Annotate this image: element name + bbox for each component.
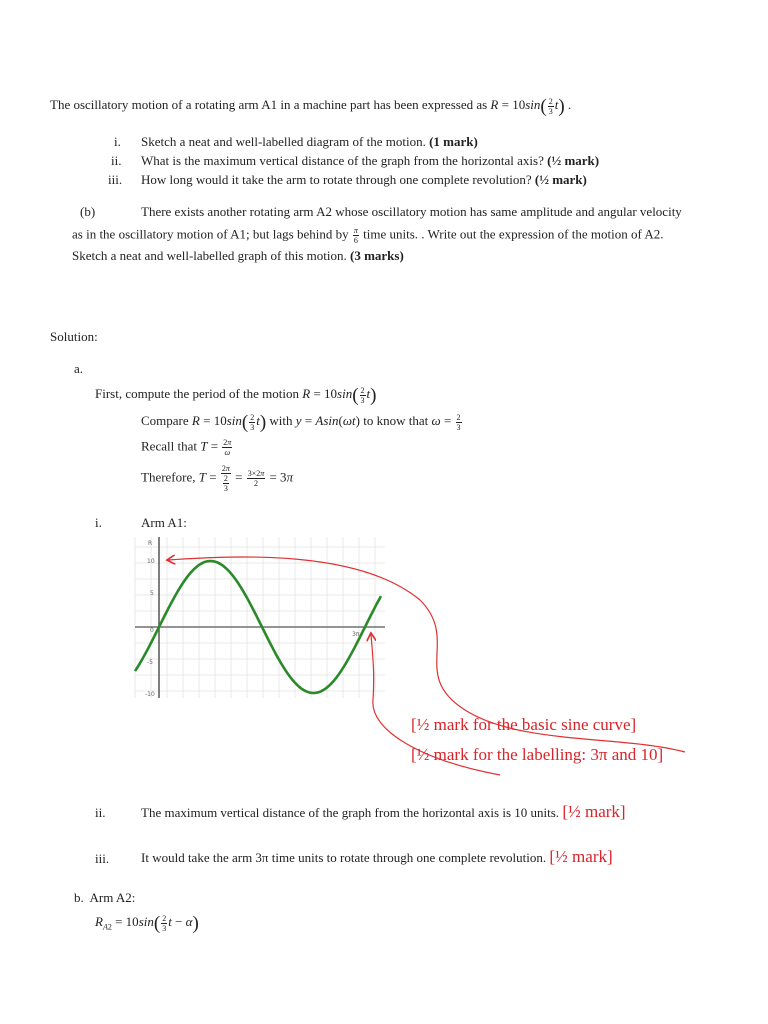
r-axis-label: R — [148, 540, 153, 547]
solution-b-formula: $R_{A2} = 10\sin$( $\frac{2}{3}$ t − α) — [95, 913, 199, 934]
solution-heading: Solution: — [50, 329, 98, 344]
y-tick-neg5: -5 — [147, 659, 153, 666]
y-tick-5: 5 — [150, 590, 154, 597]
annotation-basic-curve: [½ mark for the basic sine curve] — [411, 715, 637, 734]
part-b-line2: as in the oscillatory motion of A1; but lags behind by $\frac{\pi}{6}$ time units. . Write out the expression of the motion of A2. — [72, 226, 664, 245]
solution-iii-text: It would take the arm 3π time units to rotate through one complete revolution. [½ mark] — [141, 847, 613, 866]
solution-recall: Recall that T = $\frac{2\pi}{\omega}$ — [141, 438, 232, 457]
solution-a-label: a. — [74, 361, 84, 376]
solution-therefore: Therefore, T = $\frac{2\pi}{\frac{2}{3}}$ = $\frac{3\times 2\pi}{2}$ = 3π — [141, 464, 294, 493]
y-tick-10: 10 — [147, 558, 155, 565]
solution-compare: Compare R = 10sin( $\frac{2}{3}$ t) with y = Asin(ωt) to know that ω = $\frac{2}{3}$ — [141, 412, 461, 433]
solution-first-line: First, compute the period of the motion R = 10sin( $\frac{2}{3}$ t) — [95, 385, 377, 406]
solution-i-label: i. — [95, 515, 102, 530]
part-b-line1: There exists another rotating arm A2 whose oscillatory motion has same amplitude and angular velocity — [141, 204, 682, 219]
solution-iii-label: iii. — [95, 851, 110, 866]
solution-b-heading: b. Arm A2: — [74, 890, 136, 905]
arm-a1-title: Arm A1: — [141, 515, 187, 530]
x-tick-3pi: 3π — [352, 631, 360, 638]
sine-curve — [135, 561, 381, 693]
y-tick-neg10: -10 — [145, 691, 155, 698]
part-b-label: (b) — [80, 204, 96, 219]
solution-ii-label: ii. — [95, 805, 106, 820]
graph-grid — [135, 537, 385, 698]
solution-ii-text: The maximum vertical distance of the graph from the horizontal axis is 10 units. [½ mark] — [141, 802, 626, 821]
problem-item-2: ii. — [111, 153, 122, 168]
problem-item-1: i. — [114, 134, 121, 149]
part-b-line3: Sketch a neat and well-labelled graph of this motion. (3 marks) — [72, 248, 404, 263]
problem-intro: The oscillatory motion of a rotating arm A1 in a machine part has been expressed as R = 10sin( $\frac{2}{3}$ t) . — [50, 96, 572, 117]
annotation-labelling: [½ mark for the labelling: 3π and 10] — [411, 745, 664, 764]
y-tick-0: 0 — [150, 627, 154, 634]
problem-item-3: iii. — [108, 172, 123, 187]
